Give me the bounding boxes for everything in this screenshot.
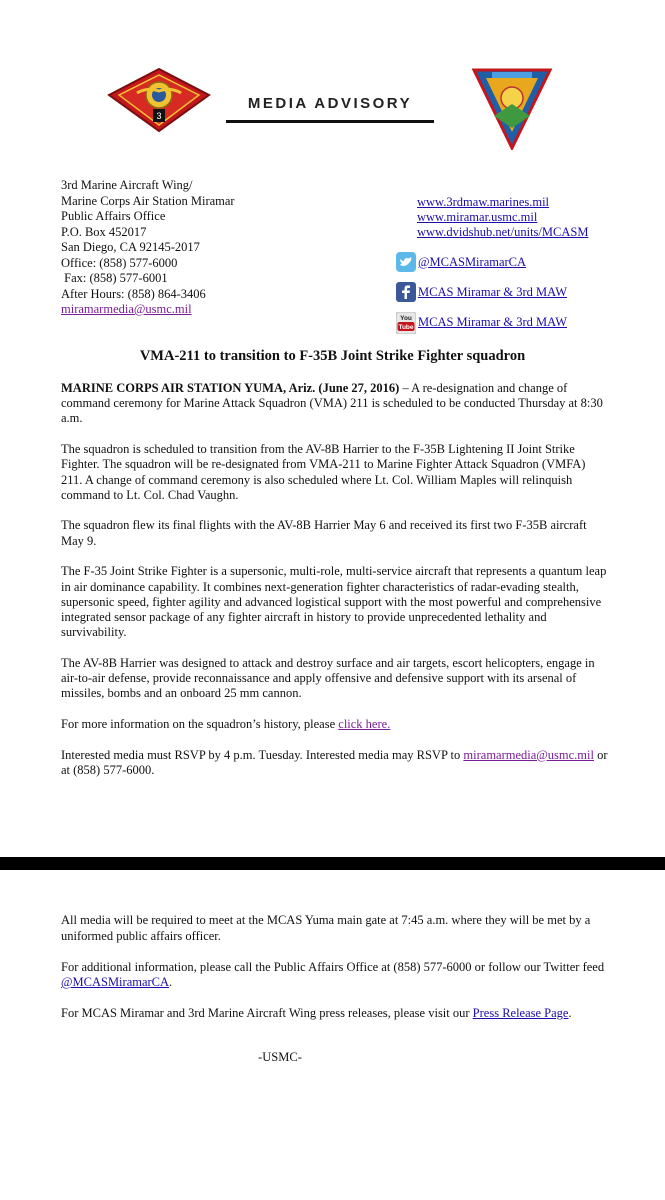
contact-line: Fax: (858) 577-6001	[61, 271, 168, 285]
media-advisory-title: MEDIA ADVISORY	[247, 95, 413, 112]
contact-line: San Diego, CA 92145-2017	[61, 240, 200, 254]
rsvp-email-link[interactable]: miramarmedia@usmc.mil	[463, 747, 594, 762]
page-break-bar	[0, 857, 665, 870]
contact-line: After Hours: (858) 864-3406	[61, 286, 206, 301]
paragraph-10-text: For MCAS Miramar and 3rd Marine Aircraft Wing press releases, please visit our	[61, 1006, 473, 1020]
paragraph-4: The F-35 Joint Strike Fighter is a supersonic, multi-role, multi-service aircraft that represents a quantum leap in air dominance capability. It combines next-generation fighter characteristics of radar-evading stealth, supersonic speed, fighter agility and advanced logistical support with the most powerful and comprehensive integrated sensor package of any fighter aircraft in history to provide unprecedented lethality and survivability.	[61, 564, 607, 640]
youtube-icon	[396, 312, 416, 332]
twitter-feed-link[interactable]: @MCASMiramarCA	[61, 975, 170, 989]
3rd-marine-aircraft-wing-insignia	[107, 67, 211, 133]
paragraph-10	[61, 1006, 609, 1022]
paragraph-1	[61, 381, 609, 427]
paragraph-6-text: For more information on the squadron’s history, please	[61, 716, 339, 731]
paragraph-8: All media will be required to meet at the MCAS Yuma main gate at 7:45 a.m. where they will be met by a uniformed public affairs officer.	[61, 913, 591, 943]
youtube-link[interactable]: MCAS Miramar & 3rd MAW	[418, 314, 567, 329]
paragraph-9	[61, 960, 609, 991]
paragraph-7	[61, 748, 609, 778]
youtube-icon-you: You	[400, 315, 412, 322]
press-release-footer	[61, 913, 609, 1037]
paragraph-9-tail: .	[169, 975, 173, 989]
paragraph-2: The squadron is scheduled to transition from the AV-8B Harrier to the F-35B Lightening II Joint Strike Fighter. The squadron will be re-designated from VMA-211 to Marine Fighter Attack Squadron (VMFA) 211. A change of command ceremony is also scheduled where Lt. Col. William Maples will relinquish command to Lt. Col. Chad Vaughn.	[61, 442, 586, 502]
paragraph-9-text: For additional information, please call the Public Affairs Office at (858) 577-6000 or follow our Twitter feed	[61, 959, 605, 974]
history-link[interactable]: click here.	[338, 716, 391, 731]
press-release-page-link[interactable]: Press Release Page	[472, 1006, 569, 1020]
twitter-row	[396, 252, 526, 272]
youtube-icon-tube: Tube	[398, 324, 414, 331]
link-dvidshub[interactable]: www.dvidshub.net/units/MCASM	[417, 225, 589, 240]
twitter-link[interactable]: @MCASMiramarCA	[418, 254, 527, 269]
contact-line: 3rd Marine Aircraft Wing/	[61, 178, 193, 192]
paragraph-3: The squadron flew its final flights with the AV-8B Harrier May 6 and received its first two F-35B aircraft May 9.	[61, 518, 587, 548]
closing-mark: -USMC-	[258, 1050, 302, 1064]
press-release-body	[61, 381, 609, 794]
contact-email-link[interactable]: miramarmedia@usmc.mil	[61, 302, 192, 316]
paragraph-1-text: – A re-designation and change of command ceremony for Marine Attack Squadron (VMA) 211 is scheduled to be conducted Thursday at 8:30 a.m.	[61, 381, 603, 426]
paragraph-7-text: Interested media must RSVP by 4 p.m. Tuesday. Interested media may RSVP to	[61, 747, 464, 762]
paragraph-10-tail: .	[568, 1006, 572, 1020]
link-miramar[interactable]: www.miramar.usmc.mil	[417, 210, 538, 225]
contact-line: P.O. Box 452017	[61, 224, 147, 239]
contact-line: Office: (858) 577-6000	[61, 255, 178, 270]
facebook-icon	[396, 282, 416, 302]
paragraph-6	[61, 717, 609, 732]
paragraph-5: The AV-8B Harrier was designed to attack and destroy surface and air targets, escort helicopters, engage in air-to-air defense, provide reconnaissance and apply offensive and defensive support with its arsenal of missiles, bombs and an onboard 25 mm cannon.	[61, 655, 595, 701]
paragraph-7-tail: or at (858) 577-6000.	[61, 747, 608, 777]
youtube-row	[396, 312, 567, 332]
link-3rdmaw[interactable]: www.3rdmaw.marines.mil	[417, 195, 550, 209]
mcas-miramar-insignia	[472, 68, 552, 150]
dateline: MARINE CORPS AIR STATION YUMA, Ariz. (June 27, 2016)	[61, 381, 400, 395]
contact-line: Public Affairs Office	[61, 209, 166, 223]
contact-block	[61, 178, 235, 318]
facebook-row	[396, 282, 567, 302]
twitter-icon	[396, 252, 416, 272]
title-underline	[226, 120, 434, 123]
headline: VMA-211 to transition to F-35B Joint Strike Fighter squadron	[139, 348, 526, 364]
facebook-link[interactable]: MCAS Miramar & 3rd MAW	[418, 284, 567, 299]
web-links	[417, 195, 588, 241]
contact-line: Marine Corps Air Station Miramar	[61, 193, 235, 208]
wing-number: 3	[156, 111, 162, 121]
